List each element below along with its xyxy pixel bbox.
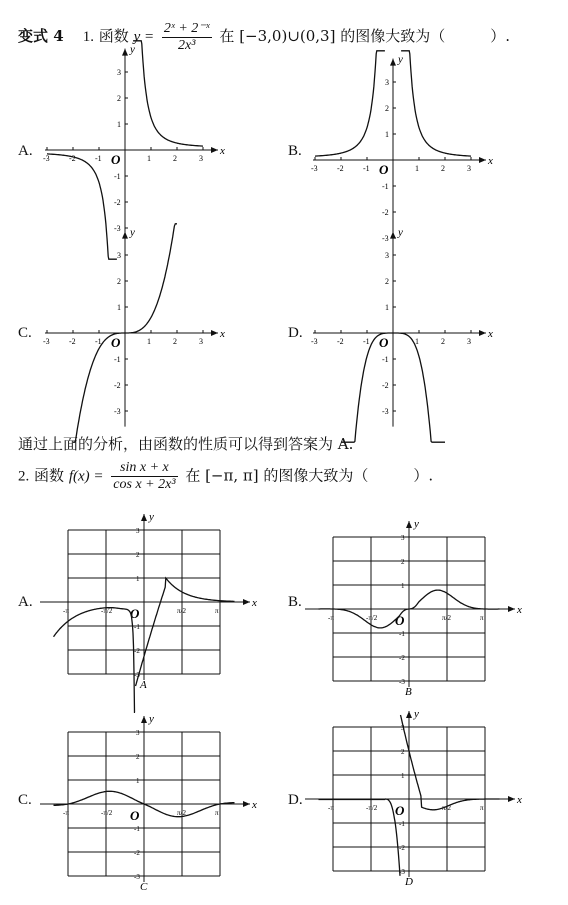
y-tick-label: 3 bbox=[385, 251, 389, 260]
y-tick-label: -2 bbox=[134, 849, 140, 857]
question-1-stem bbox=[18, 20, 510, 54]
fraction-numerator: sin x + x bbox=[111, 460, 177, 477]
option-label-c: C. bbox=[18, 792, 32, 808]
question-number: 2. bbox=[18, 468, 30, 485]
x-tick-label: -3 bbox=[43, 337, 50, 346]
q1-graph-d bbox=[308, 226, 498, 428]
y-tick-label: -2 bbox=[114, 198, 121, 207]
function-fraction bbox=[111, 460, 177, 493]
x-axis-label: x bbox=[220, 145, 225, 157]
x-tick-label: 3 bbox=[467, 164, 471, 173]
x-tick-label: -π/2 bbox=[366, 614, 378, 622]
origin-label: O bbox=[395, 803, 405, 818]
fraction-numerator: 2ˣ + 2⁻ˣ bbox=[163, 21, 210, 36]
x-tick-label: 2 bbox=[173, 154, 177, 163]
y-tick-label: -3 bbox=[382, 234, 389, 243]
y-tick-label: 1 bbox=[385, 303, 389, 312]
y-axis-arrow bbox=[390, 59, 396, 66]
x-axis-arrow bbox=[479, 157, 486, 163]
x-axis-label: x bbox=[517, 794, 522, 806]
x-tick-label: 2 bbox=[173, 337, 177, 346]
y-tick-label: -3 bbox=[399, 868, 405, 876]
x-axis-label: x bbox=[252, 597, 257, 609]
y-tick-label: -3 bbox=[134, 671, 140, 679]
y-tick-label: -2 bbox=[382, 208, 389, 217]
y-axis-label: y bbox=[414, 708, 419, 720]
y-tick-label: -3 bbox=[382, 407, 389, 416]
option-label-b: B. bbox=[288, 143, 302, 159]
x-tick-label: π bbox=[480, 804, 484, 812]
x-tick-label: π bbox=[215, 809, 219, 817]
curve-left-branch bbox=[54, 608, 136, 713]
y-tick-label: -3 bbox=[114, 407, 121, 416]
x-tick-label: -2 bbox=[69, 337, 76, 346]
variant-tag: 变式 4 bbox=[18, 27, 64, 45]
option-label-d: D. bbox=[288, 792, 303, 808]
x-axis-label: x bbox=[517, 604, 522, 616]
q1-graph-c bbox=[40, 226, 230, 428]
y-tick-label: 2 bbox=[136, 551, 140, 559]
y-tick-label: 3 bbox=[136, 729, 140, 737]
x-axis-arrow bbox=[211, 330, 218, 336]
y-axis-arrow bbox=[406, 521, 412, 528]
y-tick-label: 1 bbox=[117, 120, 121, 129]
x-axis-arrow bbox=[479, 330, 486, 336]
y-tick-label: -2 bbox=[399, 654, 405, 662]
y-tick-label: -2 bbox=[134, 647, 140, 655]
x-tick-label: -π/2 bbox=[366, 804, 378, 812]
fraction-denominator: cos x + 2x³ bbox=[113, 477, 176, 492]
y-tick-label: 3 bbox=[401, 534, 405, 542]
x-tick-label: -1 bbox=[95, 337, 102, 346]
origin-label: O bbox=[111, 152, 121, 167]
question-number: 1. bbox=[82, 29, 94, 45]
x-tick-label: 2 bbox=[441, 337, 445, 346]
y-tick-label: 1 bbox=[136, 777, 140, 785]
x-axis-arrow bbox=[211, 147, 218, 153]
option-label-c: C. bbox=[18, 325, 32, 341]
y-tick-label: 3 bbox=[117, 251, 121, 260]
y-tick-label: 3 bbox=[385, 78, 389, 87]
y-tick-label: 3 bbox=[117, 68, 121, 77]
option-label-a: A. bbox=[18, 143, 33, 159]
x-axis-arrow bbox=[508, 796, 515, 802]
x-tick-label: π/2 bbox=[177, 809, 186, 817]
origin-label: O bbox=[130, 808, 140, 823]
y-axis-arrow bbox=[141, 716, 147, 723]
y-tick-label: -1 bbox=[134, 825, 140, 833]
y-tick-label: 1 bbox=[401, 772, 405, 780]
curve-right-branch bbox=[133, 41, 203, 146]
question-suffix: 在 [−3,0)∪(0,3] 的图像大致为（ ）. bbox=[219, 27, 510, 45]
x-axis-label: x bbox=[488, 155, 493, 167]
x-tick-label: 1 bbox=[415, 164, 419, 173]
y-tick-label: 3 bbox=[136, 527, 140, 535]
x-tick-label: π/2 bbox=[442, 614, 451, 622]
y-tick-label: -1 bbox=[382, 182, 389, 191]
fraction-denominator: 2x³ bbox=[178, 38, 196, 53]
x-tick-label: 1 bbox=[147, 154, 151, 163]
x-tick-label: π/2 bbox=[442, 804, 451, 812]
q1-graph-b bbox=[308, 53, 498, 243]
graph-caption: D bbox=[405, 876, 413, 888]
y-tick-label: 1 bbox=[385, 130, 389, 139]
x-tick-label: -1 bbox=[363, 337, 370, 346]
x-tick-label: 2 bbox=[441, 164, 445, 173]
x-tick-label: -3 bbox=[311, 337, 318, 346]
origin-label: O bbox=[379, 162, 389, 177]
y-axis-arrow bbox=[141, 514, 147, 521]
x-tick-label: -π bbox=[63, 607, 69, 615]
q2-graph-d bbox=[305, 702, 535, 888]
origin-label: O bbox=[111, 335, 121, 350]
y-axis-label: y bbox=[149, 713, 154, 725]
x-tick-label: -2 bbox=[337, 337, 344, 346]
y-axis-label: y bbox=[414, 518, 419, 530]
x-tick-label: -1 bbox=[95, 154, 102, 163]
x-tick-label: -3 bbox=[43, 154, 50, 163]
x-tick-label: -2 bbox=[69, 154, 76, 163]
x-tick-label: -π bbox=[328, 614, 334, 622]
y-axis-label: y bbox=[149, 511, 154, 523]
question-prefix: 函数 bbox=[98, 27, 129, 45]
x-axis-arrow bbox=[508, 606, 515, 612]
option-label-a: A. bbox=[18, 594, 33, 610]
x-tick-label: -π bbox=[63, 809, 69, 817]
origin-label: O bbox=[395, 613, 405, 628]
x-tick-label: π bbox=[215, 607, 219, 615]
y-axis-label: y bbox=[130, 226, 135, 239]
y-tick-label: 2 bbox=[117, 277, 121, 286]
y-axis-arrow bbox=[406, 711, 412, 718]
x-tick-label: 1 bbox=[415, 337, 419, 346]
x-tick-label: π/2 bbox=[177, 607, 186, 615]
y-tick-label: 2 bbox=[401, 748, 405, 756]
option-label-b: B. bbox=[288, 594, 302, 610]
y-tick-label: 1 bbox=[117, 303, 121, 312]
y-tick-label: 2 bbox=[401, 558, 405, 566]
x-tick-label: -π/2 bbox=[101, 809, 113, 817]
x-axis-label: x bbox=[488, 328, 493, 340]
x-tick-label: -2 bbox=[337, 164, 344, 173]
question-2-stem bbox=[18, 460, 433, 493]
function-fraction bbox=[162, 20, 212, 54]
graph-caption: B bbox=[405, 686, 412, 698]
curve-right-branch bbox=[401, 51, 471, 156]
graph-caption: C bbox=[140, 881, 148, 893]
function-lhs: y = bbox=[133, 29, 155, 45]
origin-label: O bbox=[379, 335, 389, 350]
y-tick-label: -1 bbox=[382, 355, 389, 364]
y-tick-label: -1 bbox=[114, 172, 121, 181]
x-tick-label: -π/2 bbox=[101, 607, 113, 615]
question-prefix: 函数 bbox=[34, 466, 65, 485]
question-suffix: 在 [−π, π] 的图像大致为（ ）. bbox=[185, 466, 434, 485]
y-tick-label: -2 bbox=[114, 381, 121, 390]
y-tick-label: -1 bbox=[399, 820, 405, 828]
curve-left-branch bbox=[315, 51, 385, 156]
x-tick-label: -3 bbox=[311, 164, 318, 173]
y-tick-label: 1 bbox=[401, 582, 405, 590]
y-tick-label: 2 bbox=[385, 104, 389, 113]
x-tick-label: -1 bbox=[363, 164, 370, 173]
x-axis-label: x bbox=[252, 799, 257, 811]
graph-caption: A bbox=[140, 679, 147, 691]
y-tick-label: -3 bbox=[134, 873, 140, 881]
y-tick-label: 2 bbox=[385, 277, 389, 286]
q2-graph-a bbox=[40, 505, 270, 690]
y-tick-label: -1 bbox=[114, 355, 121, 364]
y-tick-label: 3 bbox=[401, 724, 405, 732]
answer-text: 通过上面的分析，由函数的性质可以得到答案为 A. bbox=[18, 435, 354, 453]
x-axis-arrow bbox=[243, 599, 250, 605]
y-axis-label: y bbox=[398, 53, 403, 66]
y-tick-label: -3 bbox=[399, 678, 405, 686]
x-tick-label: 3 bbox=[199, 154, 203, 163]
y-axis-label: y bbox=[398, 226, 403, 239]
y-tick-label: 2 bbox=[117, 94, 121, 103]
y-tick-label: -2 bbox=[382, 381, 389, 390]
x-tick-label: 1 bbox=[147, 337, 151, 346]
option-label-d: D. bbox=[288, 325, 303, 341]
y-tick-label: -1 bbox=[134, 623, 140, 631]
origin-label: O bbox=[130, 606, 140, 621]
y-tick-label: -1 bbox=[399, 630, 405, 638]
x-axis-arrow bbox=[243, 801, 250, 807]
y-tick-label: -3 bbox=[114, 224, 121, 233]
x-tick-label: -π bbox=[328, 804, 334, 812]
function-lhs: f(x) = bbox=[68, 468, 104, 485]
x-tick-label: 3 bbox=[199, 337, 203, 346]
y-tick-label: 1 bbox=[136, 575, 140, 583]
q2-graph-c bbox=[40, 707, 270, 892]
y-axis-label: y bbox=[130, 43, 135, 56]
x-tick-label: 3 bbox=[467, 337, 471, 346]
y-tick-label: 2 bbox=[136, 753, 140, 761]
q2-graph-b bbox=[305, 512, 535, 698]
y-tick-label: -2 bbox=[399, 844, 405, 852]
x-tick-label: π bbox=[480, 614, 484, 622]
x-axis-label: x bbox=[220, 328, 225, 340]
